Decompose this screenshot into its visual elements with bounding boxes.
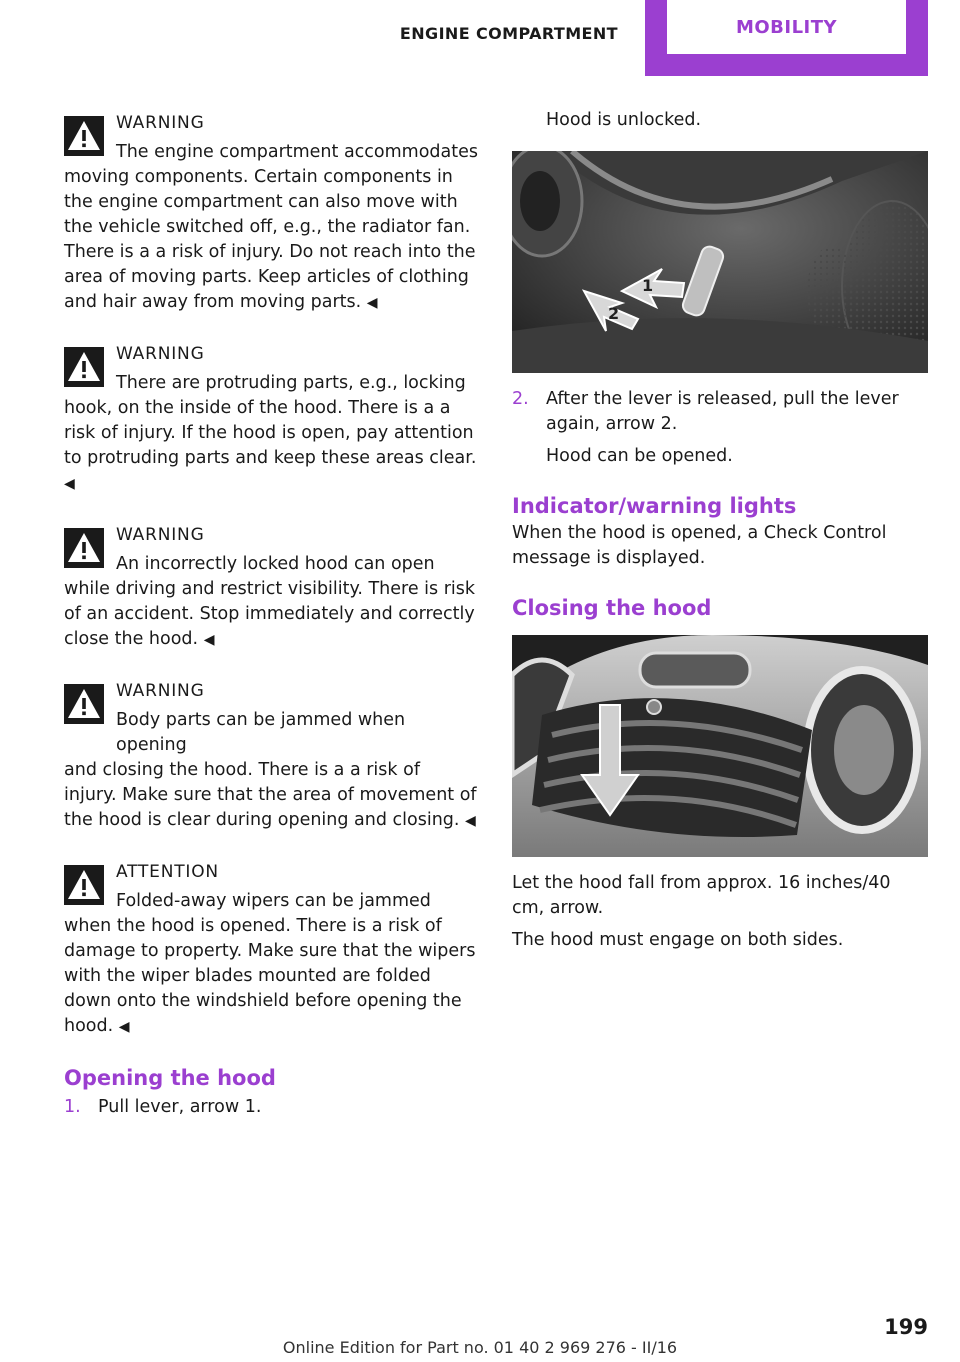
step-1 bbox=[64, 1095, 478, 1120]
step-2-text: After the lever is released, pull the lever again, arrow 2. bbox=[546, 389, 899, 434]
section-title: ENGINE COMPARTMENT bbox=[399, 24, 618, 43]
step-2-result: Hood can be opened. bbox=[546, 446, 733, 466]
footer-edition: Online Edition for Part no. 01 40 2 969 276 - II/16 bbox=[282, 1338, 678, 1357]
notice-body: moving components. Certain components in the engine compartment can also move with the vehicle switched off, e.g., the radiator fan. There is a a risk of injury. Do not reach into the area of moving parts. Keep articles of clothing and hair away from moving parts. bbox=[64, 167, 476, 312]
notice-label: WARNING bbox=[116, 525, 205, 545]
end-mark: ◀ bbox=[465, 813, 476, 829]
indicator-heading: Indicator/warning lights bbox=[512, 494, 797, 518]
notice-body: while driving and restrict visibility. There is risk of an accident. Stop immediately and correctly close the hood. bbox=[64, 579, 476, 649]
warning-triangle-icon bbox=[64, 684, 104, 724]
step-2-number: 2. bbox=[512, 389, 529, 409]
step-1-text: Pull lever, arrow 1. bbox=[98, 1097, 262, 1117]
notice-first-line: Body parts can be jammed when opening bbox=[116, 710, 406, 755]
notice-label: WARNING bbox=[116, 113, 205, 133]
page-header bbox=[0, 0, 960, 76]
hood-release-lever-photo bbox=[512, 151, 928, 373]
indicator-text: When the hood is opened, a Check Control message is displayed. bbox=[512, 523, 887, 568]
step-2 bbox=[512, 387, 928, 437]
notice-first-line: There are protruding parts, e.g., locking bbox=[116, 373, 466, 393]
notice-body: and closing the hood. There is a a risk of injury. Make sure that the area of movement of the hood is clear during opening and closing. bbox=[64, 760, 477, 830]
step-1-number: 1. bbox=[64, 1097, 81, 1117]
left-column bbox=[64, 108, 478, 1120]
notice-5 bbox=[64, 857, 478, 1040]
end-mark: ◀ bbox=[366, 295, 378, 311]
notice-body: when the hood is opened. There is a risk of damage to property. Make sure that the wipers with the wiper blades mounted are folded down onto the windshield before opening the hood. bbox=[64, 916, 476, 1036]
warning-triangle-icon bbox=[64, 347, 104, 387]
notice-label: WARNING bbox=[116, 344, 205, 364]
end-mark: ◀ bbox=[64, 476, 75, 492]
notice-first-line: An incorrectly locked hood can open bbox=[116, 554, 435, 574]
lever-illustration bbox=[512, 151, 928, 373]
closing-heading: Closing the hood bbox=[512, 596, 712, 620]
hood-illustration bbox=[512, 635, 928, 857]
closing-text-1: Let the hood fall from approx. 16 inches/40 cm, arrow. bbox=[512, 873, 891, 918]
warning-triangle-icon bbox=[64, 116, 104, 156]
opening-section bbox=[64, 1063, 478, 1120]
notice-label: ATTENTION bbox=[116, 862, 219, 882]
hood-closing-photo bbox=[512, 635, 928, 857]
arrow-2-label: 2 bbox=[608, 304, 620, 323]
right-column bbox=[512, 108, 928, 953]
end-mark: ◀ bbox=[203, 632, 215, 648]
arrow-1-label: 1 bbox=[642, 276, 654, 295]
notice-list bbox=[64, 108, 478, 1040]
notice-label: WARNING bbox=[116, 681, 205, 701]
notice-body: hook, on the inside of the hood. There is a a risk of injury. If the hood is open, pay attention to protruding parts and keep these areas clear. bbox=[64, 398, 477, 468]
notice-4 bbox=[64, 676, 478, 834]
opening-heading: Opening the hood bbox=[64, 1066, 276, 1090]
notice-1 bbox=[64, 108, 478, 316]
warning-triangle-icon bbox=[64, 528, 104, 568]
notice-first-line: Folded-away wipers can be jammed bbox=[116, 891, 431, 911]
page-number: 199 bbox=[884, 1315, 928, 1339]
notice-3 bbox=[64, 520, 478, 653]
chapter-tab[interactable] bbox=[645, 0, 928, 76]
notice-2 bbox=[64, 339, 478, 497]
end-mark: ◀ bbox=[118, 1019, 130, 1035]
warning-triangle-icon bbox=[64, 865, 104, 905]
step-1-result: Hood is unlocked. bbox=[546, 110, 702, 130]
chapter-tab-label: MOBILITY bbox=[667, 0, 906, 54]
closing-text-2: The hood must engage on both sides. bbox=[512, 930, 844, 950]
notice-first-line: The engine compartment accommodates bbox=[116, 142, 479, 162]
